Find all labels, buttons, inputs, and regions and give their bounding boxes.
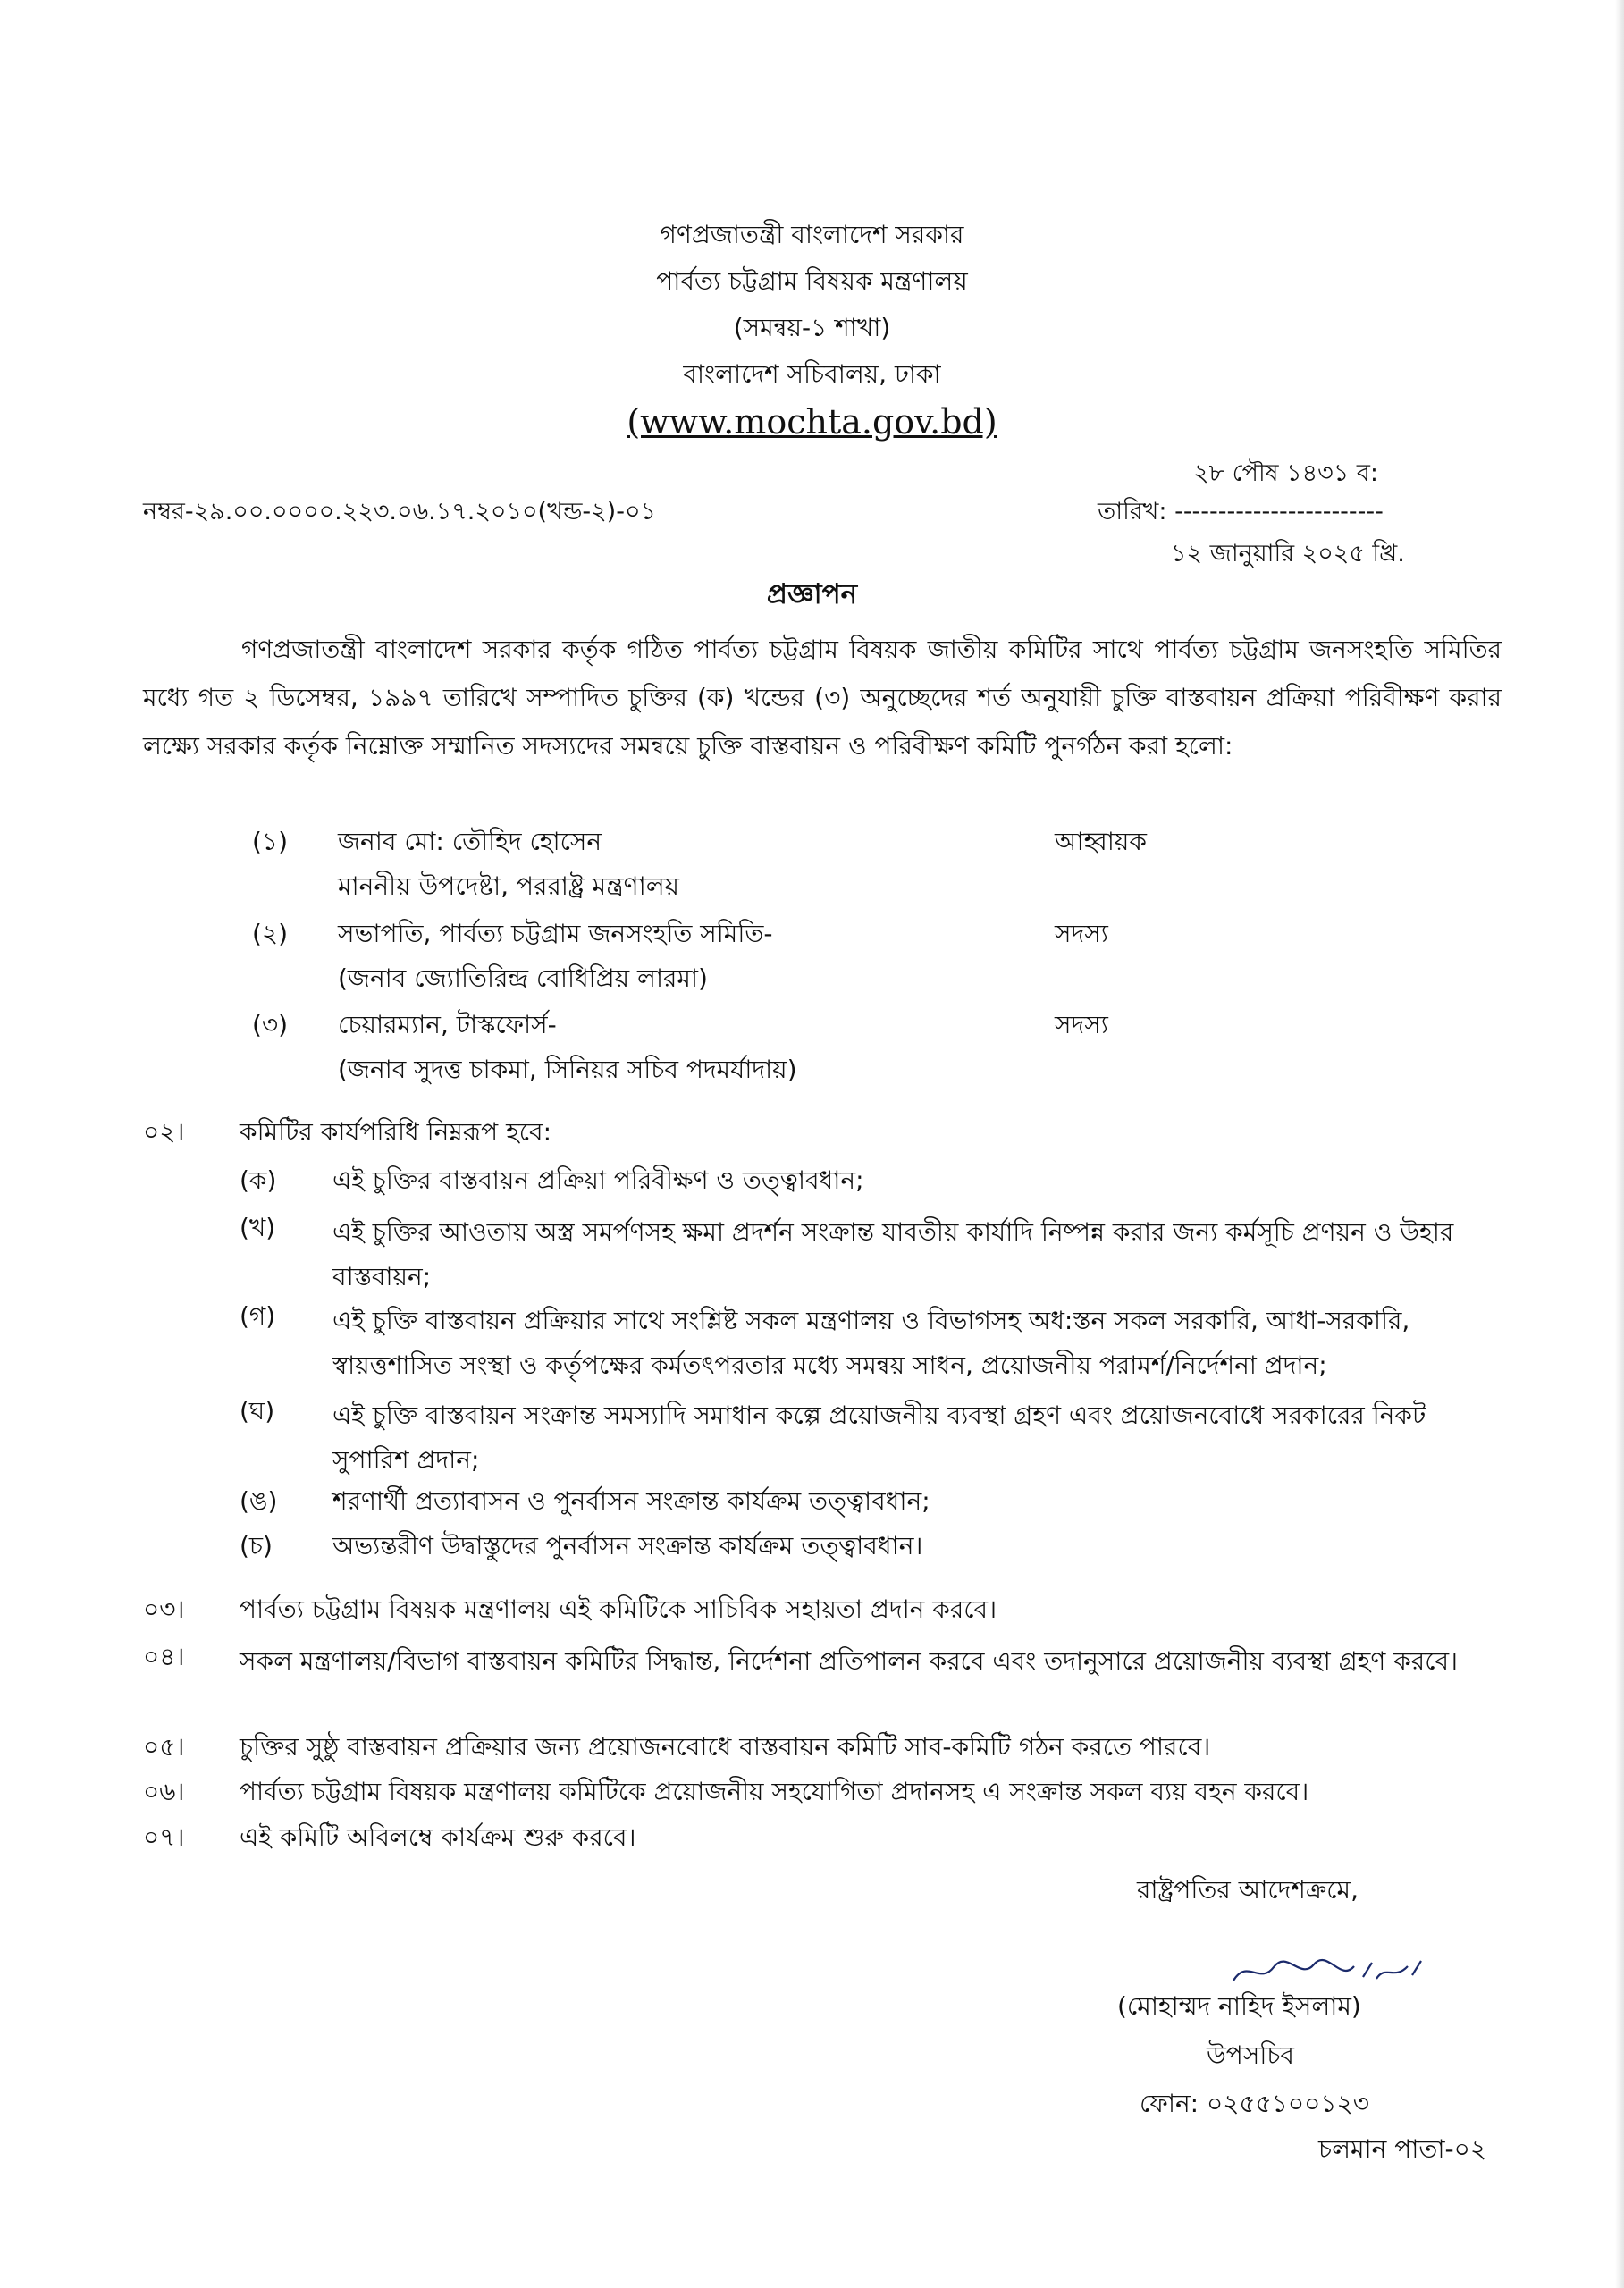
clause-number: ০৭।: [143, 1822, 185, 1852]
signatory-phone: ফোন: ০২৫৫১০০১২৩: [1140, 2089, 1369, 2118]
term-text: এই চুক্তি বাস্তবায়ন সংক্রান্ত সমস্যাদি সমাধান কল্পে প্রয়োজনীয় ব্যবস্থা গ্রহণ এবং প্রয়োজনবোধে সরকারের নিকট সুপারিশ প্রদান;: [332, 1401, 1426, 1475]
gregorian-date: ১২ জানুয়ারি ২০২৫ খ্রি.: [1171, 540, 1405, 568]
clause-number: ০৩।: [143, 1594, 185, 1624]
member-designation: মাননীয় উপদেষ্টা, পররাষ্ট্র মন্ত্রণালয়: [338, 871, 680, 901]
continued-page: চলমান পাতা-০২: [1318, 2134, 1487, 2164]
term-text: অভ্যন্তরীণ উদ্বাস্তুদের পুনর্বাসন সংক্রান্ত কার্যক্রম তত্ত্বাবধান।: [332, 1531, 923, 1560]
clause-text: এই কমিটি অবিলম্বে কার্যক্রম শুরু করবে।: [240, 1822, 636, 1852]
term-label: (ঘ): [240, 1396, 275, 1426]
term-label: (চ): [240, 1531, 273, 1560]
intro-paragraph: গণপ্রজাতন্ত্রী বাংলাদেশ সরকার কর্তৃক গঠিত পার্বত্য চট্টগ্রাম বিষয়ক জাতীয় কমিটির সাথে পার্বত্য চট্টগ্রাম জনসংহতি সমিতির মধ্যে গত ২ ডিসেম্বর, ১৯৯৭ তারিখে সম্পাদিত চুক্তির (ক) খন্ডের (৩) অনুচ্ছেদের শর্ত অনুযায়ী চুক্তি বাস্তবায়ন প্রক্রিয়া পরিবীক্ষণ করার লক্ষ্যে সরকার কর্তৃক নিম্নোক্ত সম্মানিত সদস্যদের সমন্বয়ে চুক্তি বাস্তবায়ন ও পরিবীক্ষণ কমিটি পুনর্গঠন করা হলো:: [143, 635, 1502, 761]
memo-number: নম্বর-২৯.০০.০০০০.২২৩.০৬.১৭.২০১০(খন্ড-২)-০১: [143, 498, 657, 526]
notification-title: প্রজ্ঞাপন: [766, 578, 858, 610]
term-label: (ক): [240, 1165, 277, 1195]
member-name: চেয়ারম্যান, টাস্কফোর্স-: [338, 1010, 557, 1039]
signatory-designation: উপসচিব: [1207, 2040, 1295, 2070]
clause-text: সকল মন্ত্রণালয়/বিভাগ বাস্তবায়ন কমিটির সিদ্ধান্ত, নির্দেশনা প্রতিপালন করবে এবং তদানুসারে প্রয়োজনীয় ব্যবস্থা গ্রহণ করবে।: [240, 1646, 1459, 1676]
clause-number: ০৫।: [143, 1732, 185, 1762]
clause-text: চুক্তির সুষ্ঠু বাস্তবায়ন প্রক্রিয়ার জন্য প্রয়োজনবোধে বাস্তবায়ন কমিটি সাব-কমিটি গঠন করতে পারবে।: [240, 1732, 1211, 1762]
office-location: বাংলাদেশ সচিবালয়, ঢাকা: [683, 359, 941, 389]
term-text: শরণার্থী প্রত্যাবাসন ও পুনর্বাসন সংক্রান্ত কার্যক্রম তত্ত্বাবধান;: [332, 1486, 930, 1516]
term-label: (ঙ): [240, 1486, 278, 1516]
member-name: সভাপতি, পার্বত্য চট্টগ্রাম জনসংহতি সমিতি-: [338, 919, 773, 948]
member-number: (১): [252, 827, 289, 856]
term-text: এই চুক্তির আওতায় অস্ত্র সমর্পণসহ ক্ষমা প্রদর্শন সংক্রান্ত যাবতীয় কার্যাদি নিষ্পন্ন করার জন্য কর্মসূচি প্রণয়ন ও উহার বাস্তবায়ন;: [332, 1217, 1454, 1291]
member-number: (৩): [252, 1010, 289, 1039]
clause-text: পার্বত্য চট্টগ্রাম বিষয়ক মন্ত্রণালয় কমিটিকে প্রয়োজনীয় সহযোগিতা প্রদানসহ এ সংক্রান্ত সকল ব্যয় বহন করবে।: [240, 1777, 1309, 1806]
clause-number: ০২।: [143, 1117, 185, 1147]
member-role: আহ্বায়ক: [1055, 827, 1148, 856]
ministry-website: (www.mochta.gov.bd): [627, 402, 997, 442]
member-role: সদস্য: [1055, 1010, 1108, 1039]
govt-name: গণপ্রজাতন্ত্রী বাংলাদেশ সরকার: [660, 220, 964, 249]
clause-number: ০৬।: [143, 1777, 185, 1806]
term-label: (গ): [240, 1301, 276, 1331]
president-order: রাষ্ট্রপতির আদেশক্রমে,: [1137, 1875, 1359, 1905]
ministry-name: পার্বত্য চট্টগ্রাম বিষয়ক মন্ত্রণালয়: [656, 266, 968, 296]
clause-text: পার্বত্য চট্টগ্রাম বিষয়ক মন্ত্রণালয় এই কমিটিকে সাচিবিক সহায়তা প্রদান করবে।: [240, 1594, 997, 1624]
date-label: তারিখ: ------------------------: [1098, 498, 1384, 526]
scan-edge: [1615, 0, 1624, 2288]
branch-name: (সমন্বয়-১ শাখা): [733, 313, 891, 342]
clause-number: ০৪।: [143, 1642, 185, 1671]
member-name: জনাব মো: তৌহিদ হোসেন: [338, 827, 602, 856]
member-role: সদস্য: [1055, 919, 1108, 948]
term-text: এই চুক্তি বাস্তবায়ন প্রক্রিয়ার সাথে সংশ্লিষ্ট সকল মন্ত্রণালয় ও বিভাগসহ অধ:স্তন সকল সরকারি, আধা-সরকারি, স্বায়ত্তশাসিত সংস্থা ও কর্তৃপক্ষের কর্মতৎপরতার মধ্যে সমন্বয় সাধন, প্রয়োজনীয় পরামর্শ/নির্দেশনা প্রদান;: [332, 1306, 1410, 1380]
signatory-name: (মোহাম্মদ নাহিদ ইসলাম): [1117, 1991, 1361, 2021]
member-number: (২): [252, 919, 289, 948]
term-label: (খ): [240, 1213, 276, 1242]
signature-mark: [1229, 1954, 1426, 1989]
terms-heading: কমিটির কার্যপরিধি নিম্নরূপ হবে:: [240, 1117, 552, 1147]
member-designation: (জনাব জ্যোতিরিন্দ্র বোধিপ্রিয় লারমা): [338, 963, 708, 993]
bangla-date: ২৮ পৌষ ১৪৩১ ব:: [1193, 459, 1378, 487]
term-text: এই চুক্তির বাস্তবায়ন প্রক্রিয়া পরিবীক্ষণ ও তত্ত্বাবধান;: [332, 1165, 864, 1195]
member-designation: (জনাব সুদত্ত চাকমা, সিনিয়র সচিব পদমর্যাদায়): [338, 1055, 797, 1084]
